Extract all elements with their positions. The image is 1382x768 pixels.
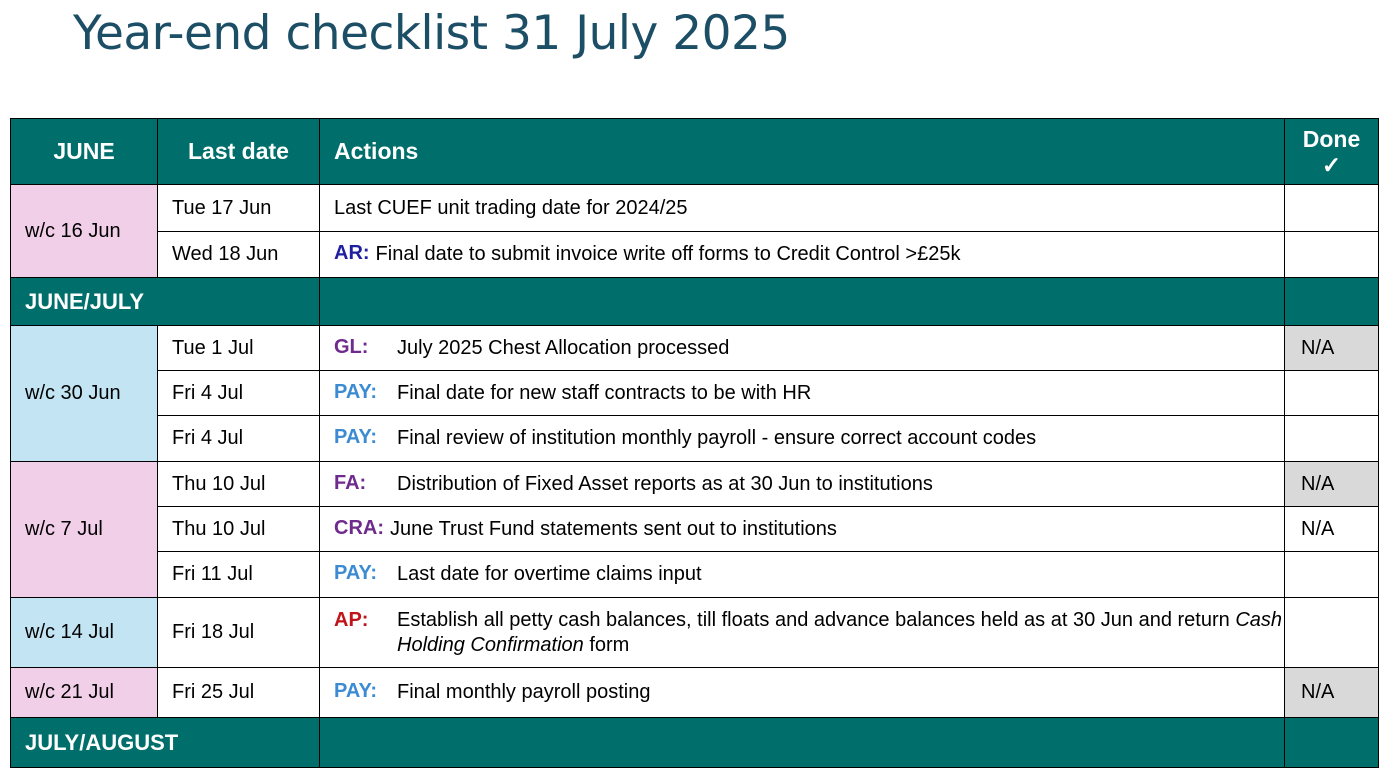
date-cell: Fri 4 Jul	[158, 371, 320, 416]
date-cell: Fri 4 Jul	[158, 416, 320, 462]
header-done	[1285, 119, 1379, 185]
action-cell	[320, 598, 1285, 668]
code-label: PAY:	[334, 426, 377, 448]
action-cell	[320, 371, 1285, 416]
done-cell[interactable]	[1285, 232, 1379, 278]
action-text: Final date for new staff contracts to be with HR	[397, 381, 812, 404]
week-cell: w/c 16 Jun	[11, 185, 158, 278]
code-label: PAY:	[334, 562, 377, 584]
form-name: Cash Holding Confirmation	[397, 608, 1283, 656]
done-cell[interactable]: N/A	[1285, 668, 1379, 718]
done-cell[interactable]	[1285, 598, 1379, 668]
action-text-part: form	[583, 633, 630, 656]
table-row	[11, 232, 1379, 278]
section-row	[11, 278, 1379, 326]
checkmark-icon: ✓	[1321, 151, 1342, 178]
code-label: CRA:	[334, 516, 384, 539]
section-label: JUNE/JULY	[11, 278, 320, 326]
action-text: Final date to submit invoice write off forms to Credit Control >£25k	[375, 243, 961, 265]
section-spacer	[1285, 718, 1379, 768]
header-month: JUNE	[11, 119, 158, 185]
checklist-table	[10, 118, 1379, 768]
code-label: FA:	[334, 471, 367, 494]
action-text: Final review of institution monthly payroll - ensure correct account codes	[397, 427, 1037, 449]
action-cell	[320, 668, 1285, 718]
week-cell: w/c 14 Jul	[11, 598, 158, 668]
action-cell	[320, 552, 1285, 598]
date-cell: Fri 25 Jul	[158, 668, 320, 718]
table-row	[11, 462, 1379, 507]
page-title: Year-end checklist 31 July 2025	[73, 6, 790, 61]
action-cell	[320, 232, 1285, 278]
action-text-part: Establish all petty cash balances, till floats and advance balances held as at 30 Jun and return	[397, 608, 1236, 631]
done-cell[interactable]	[1285, 185, 1379, 232]
section-label: JULY/AUGUST	[11, 718, 320, 768]
date-cell: Thu 10 Jul	[158, 507, 320, 552]
code-label: PAY:	[334, 680, 377, 702]
week-cell: w/c 21 Jul	[11, 668, 158, 718]
action-text: Final monthly payroll posting	[397, 681, 651, 703]
date-cell: Fri 11 Jul	[158, 552, 320, 598]
date-cell: Tue 1 Jul	[158, 326, 320, 371]
table-row	[11, 507, 1379, 552]
table-row	[11, 416, 1379, 462]
table-row	[11, 598, 1379, 668]
done-cell[interactable]: N/A	[1285, 462, 1379, 507]
code-label: AR:	[334, 242, 370, 264]
date-cell: Thu 10 Jul	[158, 462, 320, 507]
header-last-date: Last date	[158, 119, 320, 185]
date-cell: Fri 18 Jul	[158, 598, 320, 668]
action-cell	[320, 326, 1285, 371]
table-row	[11, 326, 1379, 371]
table-row	[11, 371, 1379, 416]
done-cell[interactable]	[1285, 552, 1379, 598]
date-cell: Wed 18 Jun	[158, 232, 320, 278]
action-cell	[320, 416, 1285, 462]
week-cell: w/c 30 Jun	[11, 326, 158, 462]
action-text: June Trust Fund statements sent out to institutions	[390, 517, 837, 540]
section-spacer	[1285, 278, 1379, 326]
code-label: GL:	[334, 335, 369, 358]
code-label: AP:	[334, 608, 369, 631]
done-cell[interactable]: N/A	[1285, 326, 1379, 371]
section-row	[11, 718, 1379, 768]
action-text: Distribution of Fixed Asset reports as at 30 Jun to institutions	[397, 472, 933, 495]
date-cell: Tue 17 Jun	[158, 185, 320, 232]
table-row	[11, 552, 1379, 598]
section-spacer	[320, 278, 1285, 326]
section-spacer	[320, 718, 1285, 768]
action-text	[397, 608, 1284, 658]
header-row	[11, 119, 1379, 185]
week-cell: w/c 7 Jul	[11, 462, 158, 598]
header-actions: Actions	[320, 119, 1285, 185]
action-text: Last CUEF unit trading date for 2024/25	[334, 196, 688, 219]
action-cell	[320, 507, 1285, 552]
action-text: July 2025 Chest Allocation processed	[397, 336, 730, 359]
done-cell[interactable]: N/A	[1285, 507, 1379, 552]
action-text: Last date for overtime claims input	[397, 563, 702, 585]
table-row	[11, 185, 1379, 232]
header-done-label: Done	[1302, 125, 1361, 152]
action-cell	[320, 185, 1285, 232]
table-row	[11, 668, 1379, 718]
done-cell[interactable]	[1285, 416, 1379, 462]
done-cell[interactable]	[1285, 371, 1379, 416]
action-cell	[320, 462, 1285, 507]
code-label: PAY:	[334, 380, 377, 403]
